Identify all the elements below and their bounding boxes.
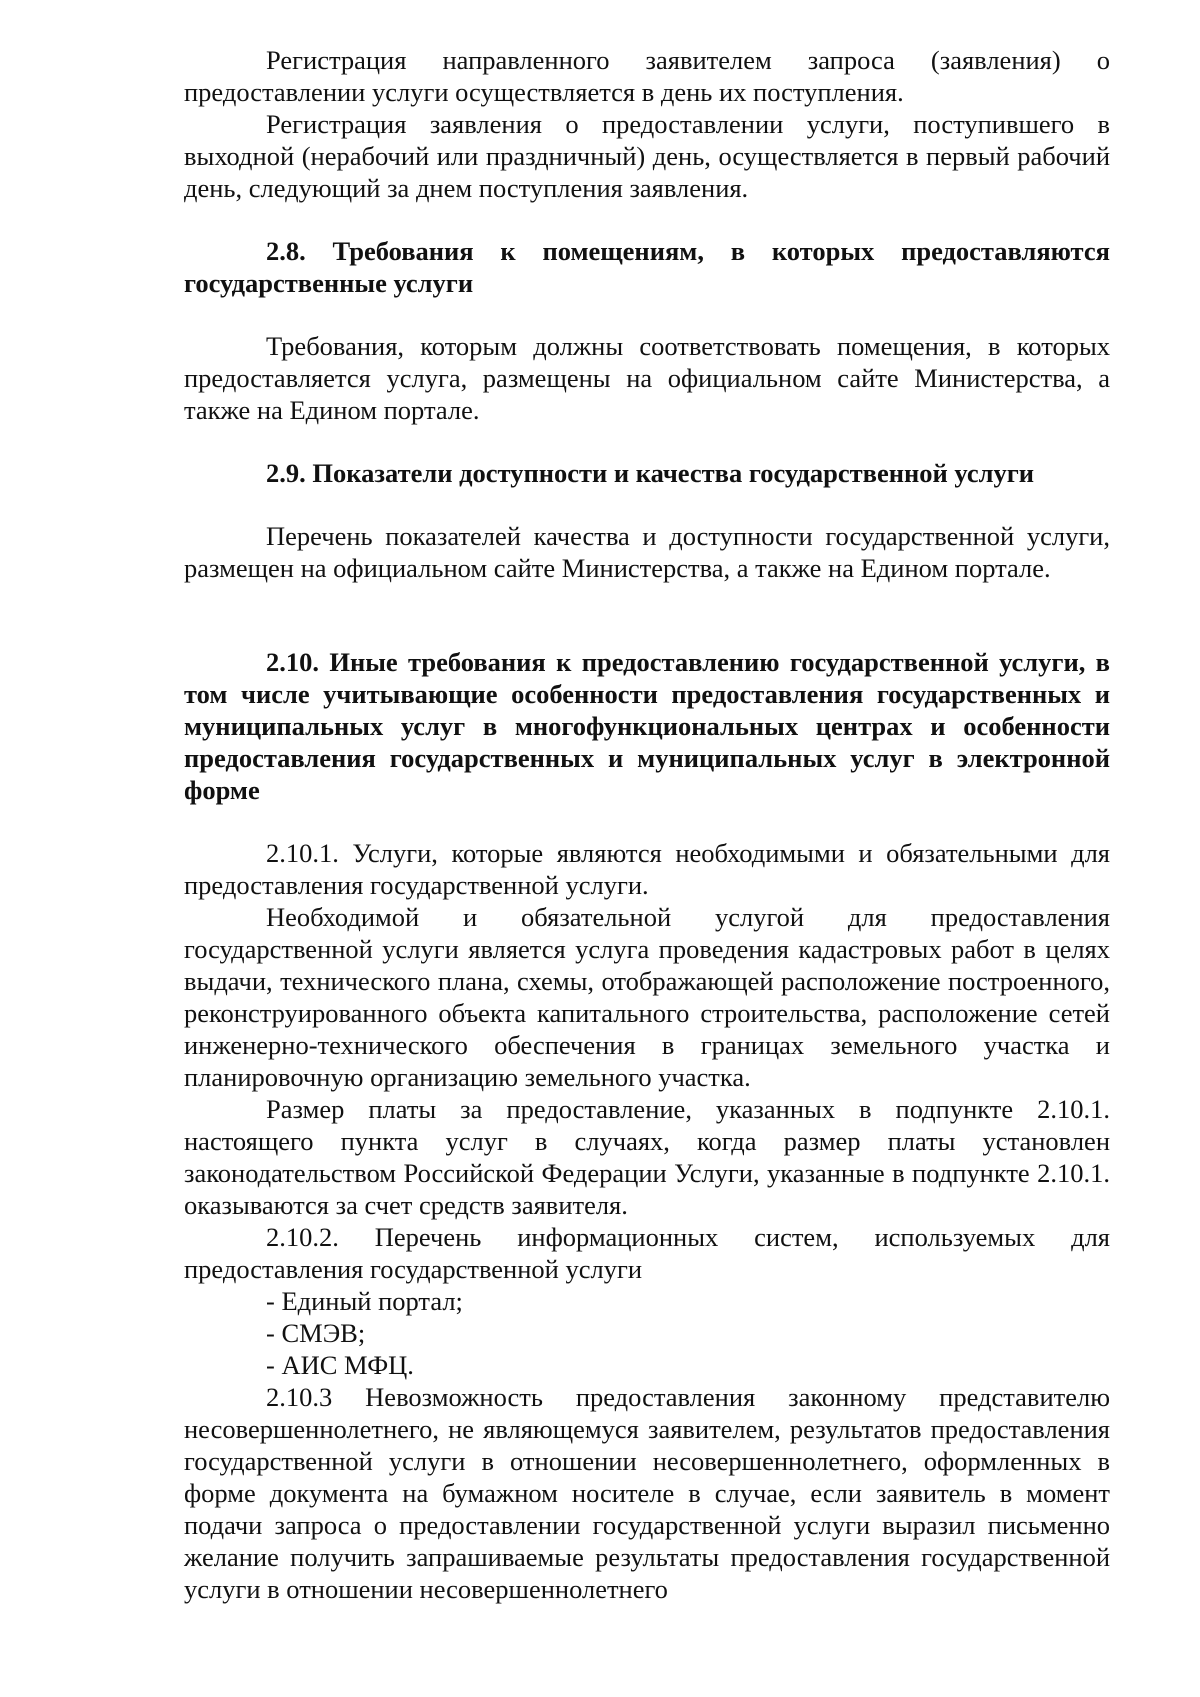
spacer: [184, 584, 1110, 646]
spacer: [184, 806, 1110, 837]
paragraph-registration: Регистрация направленного заявителем запроса (заявления) о предоставлении услуги осуществляется в день их поступления.: [184, 45, 1110, 107]
list-item-smev: - СМЭВ;: [266, 1318, 366, 1348]
paragraph-fee-size: Размер платы за предоставление, указанных в подпункте 2.10.1. настоящего пункта услуг в случаях, когда размер платы установлен законодательством Российской Федерации Услуги, указанные в подпункте 2.10.1. оказываются за счет средств заявителя.: [184, 1094, 1110, 1220]
spacer: [184, 426, 1110, 457]
section-heading-2-9: 2.9. Показатели доступности и качества государственной услуги: [266, 458, 1035, 488]
section-heading-2-10: 2.10. Иные требования к предоставлению государственной услуги, в том числе учитывающие особенности предоставления государственных и муниципальных услуг в многофункциональных центрах и особенности предоставления государственных и муниципальных услуг в электронной форме: [184, 647, 1110, 805]
list-item-unified-portal: - Единый портал;: [266, 1286, 463, 1316]
paragraph-registration-holiday: Регистрация заявления о предоставлении услуги, поступившего в выходной (нерабочий или праздничный) день, осуществляется в первый рабочий день, следующий за днем поступления заявления.: [184, 109, 1110, 203]
paragraph-2-10-3: 2.10.3 Невозможность предоставления законному представителю несовершеннолетнего, не являющемуся заявителем, результатов предоставления государственной услуги в отношении несовершеннолетнего, оформленных в форме документа на бумажном носителе в случае, если заявитель в момент подачи запроса о предоставлении государственной услуги выразил письменно желание получить запрашиваемые результаты предоставления государственной услуги в отношении несовершеннолетнего: [184, 1382, 1110, 1604]
spacer: [184, 204, 1110, 235]
section-heading-2-8: 2.8. Требования к помещениям, в которых предоставляются государственные услуги: [184, 236, 1110, 298]
list-item-ais-mfc: - АИС МФЦ.: [266, 1350, 414, 1380]
paragraph-quality-indicators: Перечень показателей качества и доступности государственной услуги, размещен на официальном сайте Министерства, а также на Едином портале.: [184, 521, 1110, 583]
spacer: [184, 489, 1110, 520]
document-body: [184, 44, 1110, 1605]
paragraph-premises-requirements: Требования, которым должны соответствовать помещения, в которых предоставляется услуга, размещены на официальном сайте Министерства, а также на Едином портале.: [184, 331, 1110, 425]
paragraph-2-10-1: 2.10.1. Услуги, которые являются необходимыми и обязательными для предоставления государственной услуги.: [184, 838, 1110, 900]
spacer: [184, 299, 1110, 330]
paragraph-cadastral-works: Необходимой и обязательной услугой для предоставления государственной услуги является услуга проведения кадастровых работ в целях выдачи, технического плана, схемы, отображающей расположение построенного, реконструированного объекта капитального строительства, расположение сетей инженерно-технического обеспечения в границах земельного участка и планировочную организацию земельного участка.: [184, 902, 1110, 1092]
paragraph-2-10-2: 2.10.2. Перечень информационных систем, используемых для предоставления государственной услуги: [184, 1222, 1110, 1284]
